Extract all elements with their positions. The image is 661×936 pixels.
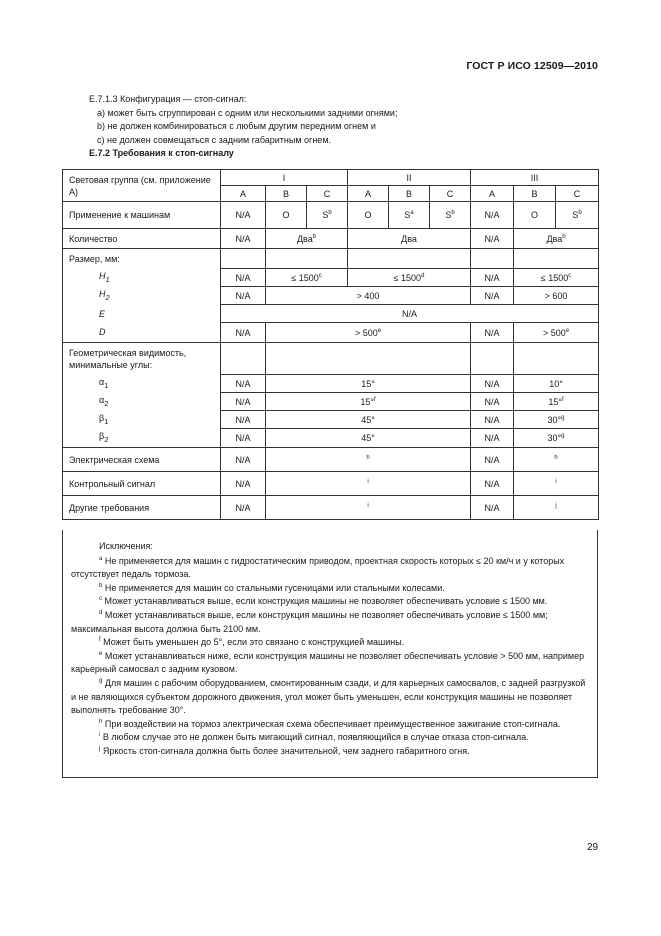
subcol-header: C: [307, 186, 348, 202]
table-cell: i: [266, 496, 471, 520]
footnotes-box: [62, 530, 598, 778]
table-row: [63, 448, 599, 472]
table-cell: > $500^e$: [266, 323, 471, 343]
table-cell: N/A: [221, 287, 266, 305]
table-cell: N/A: [221, 202, 266, 229]
table-cell: 15°$^f$: [514, 393, 599, 411]
section-title: Е.7.1.3 Конфигурация — стоп-сигнал:: [89, 94, 247, 104]
table-cell: N/A: [221, 393, 266, 411]
row-label: Электрическая схема: [63, 448, 221, 472]
table-cell: 30°$^g$: [514, 429, 599, 448]
intro-block: [89, 93, 609, 161]
table-row: [63, 375, 599, 393]
table-cell: Два$^b$: [266, 229, 348, 249]
table-cell: 45°: [266, 411, 471, 429]
row-label: $\beta_1$: [63, 411, 221, 429]
table-cell: N/A: [471, 472, 514, 496]
subcol-header: B: [389, 186, 430, 202]
list-item: c) не должен совмещаться с задним габаритным огнем.: [97, 134, 332, 145]
table-cell: Два: [348, 229, 471, 249]
row-label: Геометрическая видимость, минимальные углы:: [63, 343, 221, 375]
table-cell: N/A: [221, 448, 266, 472]
table-cell: N/A: [471, 393, 514, 411]
table-cell: > 400: [266, 287, 471, 305]
row-label: $\beta_2$: [63, 429, 221, 448]
table-row: [63, 496, 599, 520]
table-cell: N/A: [221, 496, 266, 520]
subcol-header: B: [514, 186, 556, 202]
footnote: $^a$ Не применяется для машин с гидростатическим приводом, проектная скорость которых ≤ 20 км/ч и у которых отсутствует педаль тормоза.: [71, 555, 565, 580]
table-cell: 45°: [266, 429, 471, 448]
table-cell: N/A: [471, 375, 514, 393]
table-cell: i: [514, 472, 599, 496]
table-cell: 15°: [266, 375, 471, 393]
subcol-header: C: [556, 186, 599, 202]
table-cell: O: [348, 202, 389, 229]
table-row: [63, 202, 599, 229]
footnotes-title: Исключения:: [99, 541, 153, 551]
row-label: Размер, мм:: [63, 249, 221, 269]
row-label: Применение к машинам: [63, 202, 221, 229]
table-cell: h: [266, 448, 471, 472]
table-cell: N/A: [471, 323, 514, 343]
footnote: $^f$ Может быть уменьшен до 5°, если это связано с конструкцией машины.: [99, 637, 405, 648]
table-cell: N/A: [221, 429, 266, 448]
list-item: a) может быть сгруппирован с одним или несколькими задними огнями;: [97, 107, 398, 118]
table-cell: N/A: [221, 229, 266, 249]
table-cell: N/A: [471, 269, 514, 287]
table-cell: ≤ $1500^c$: [514, 269, 599, 287]
subcol-header: A: [221, 186, 266, 202]
group-header-label: Световая группа (см. приложение А): [63, 170, 221, 202]
footnote: $^e$ Может устанавливаться ниже, если конструкция машины не позволяет обеспечивать условие > 500 мм, например карьерный самосвал с задним кузовом.: [71, 650, 585, 675]
footnote: $^i$ В любом случае это не должен быть мигающий сигнал, появляющийся в случае отказа стоп-сигнала.: [99, 732, 529, 743]
table-cell: 15°$^f$: [266, 393, 471, 411]
table-row: [63, 249, 599, 269]
list-item: b) не должен комбинироваться с любым другим передним огнем и: [97, 121, 376, 132]
table-cell: N/A: [221, 375, 266, 393]
table-row: [63, 323, 599, 343]
table-row: [63, 229, 599, 249]
table-cell: N/A: [221, 323, 266, 343]
subcol-header: C: [430, 186, 471, 202]
row-label: D: [63, 323, 221, 343]
table-cell: N/A: [471, 229, 514, 249]
table-row: [63, 429, 599, 448]
table-cell: $S^b$: [307, 202, 348, 229]
table-cell: N/A: [471, 411, 514, 429]
subcol-header: A: [348, 186, 389, 202]
table-cell: i: [266, 472, 471, 496]
row-label: Контрольный сигнал: [63, 472, 221, 496]
table-cell: O: [514, 202, 556, 229]
row-label: $H_2$: [63, 287, 221, 305]
row-label: $\alpha_1$: [63, 375, 221, 393]
table-row: [63, 269, 599, 287]
table-cell: N/A: [471, 448, 514, 472]
footnote: $^d$ Может устанавливаться выше, если конструкция машины не позволяет обеспечивать условие ≤ 1500 мм; максимальная высота должна быть 2100 мм.: [71, 609, 548, 634]
table-cell: N/A: [221, 472, 266, 496]
table-cell: $S^b$: [556, 202, 599, 229]
group-header-2: II: [348, 170, 471, 186]
footnote: $^b$ Не применяется для машин со стальными гусеницами или стальными колесами.: [99, 582, 445, 593]
stop-lamp-requirements-table: [62, 169, 599, 520]
table-cell: ≤ $1500^d$: [348, 269, 471, 287]
group-header-1: I: [221, 170, 348, 186]
table-cell: N/A: [471, 429, 514, 448]
table-cell: > 600: [514, 287, 599, 305]
subsection-title: Е.7.2 Требования к стоп-сигналу: [89, 148, 234, 159]
table-row: [63, 343, 599, 375]
table-cell: N/A: [221, 305, 599, 323]
footnote: $^j$ Яркость стоп-сигнала должна быть более значительной, чем заднего габаритного огня.: [99, 745, 470, 756]
table-row: [63, 170, 599, 186]
table-cell: N/A: [221, 411, 266, 429]
table-cell: N/A: [471, 202, 514, 229]
table-cell: N/A: [221, 269, 266, 287]
table-cell: h: [514, 448, 599, 472]
table-cell: $S^a$: [389, 202, 430, 229]
table-row: [63, 472, 599, 496]
footnote: $^c$ Может устанавливаться выше, если конструкция машины не позволяет обеспечивать условие ≤ 1500 мм.: [99, 596, 548, 607]
table-cell: 30°$^g$: [514, 411, 599, 429]
table-row: [63, 287, 599, 305]
footnote: $^g$ Для машин с рабочим оборудованием, смонтированным сзади, и для карьерных самосвалов, с задней разгрузкой и не являющихся субъектом дорожного движения, угол может быть уменьшен, если конструкция машины не позволяет выполнять требование 30°.: [71, 677, 586, 716]
subcol-header: A: [471, 186, 514, 202]
row-label: $H_1$: [63, 269, 221, 287]
table-row: [63, 305, 599, 323]
table-row: [63, 393, 599, 411]
row-label: Другие требования: [63, 496, 221, 520]
table-cell: N/A: [471, 287, 514, 305]
row-label: Количество: [63, 229, 221, 249]
row-label: $\alpha_2$: [63, 393, 221, 411]
table-cell: Два$^b$: [514, 229, 599, 249]
table-cell: O: [266, 202, 307, 229]
table-cell: $S^b$: [430, 202, 471, 229]
table-cell: 10°: [514, 375, 599, 393]
document-code-header: ГОСТ Р ИСО 12509—2010: [466, 60, 598, 72]
table-cell: ≤ $1500^c$: [266, 269, 348, 287]
table-row: [63, 411, 599, 429]
page-number: 29: [587, 842, 599, 853]
subcol-header: B: [266, 186, 307, 202]
group-header-3: III: [471, 170, 599, 186]
table-cell: j: [514, 496, 599, 520]
footnote: $^h$ При воздействии на тормоз электрическая схема обеспечивает преимущественное зажигание стоп-сигнала.: [99, 718, 561, 729]
row-label: E: [63, 305, 221, 323]
table-cell: > $500^e$: [514, 323, 599, 343]
table-cell: N/A: [471, 496, 514, 520]
